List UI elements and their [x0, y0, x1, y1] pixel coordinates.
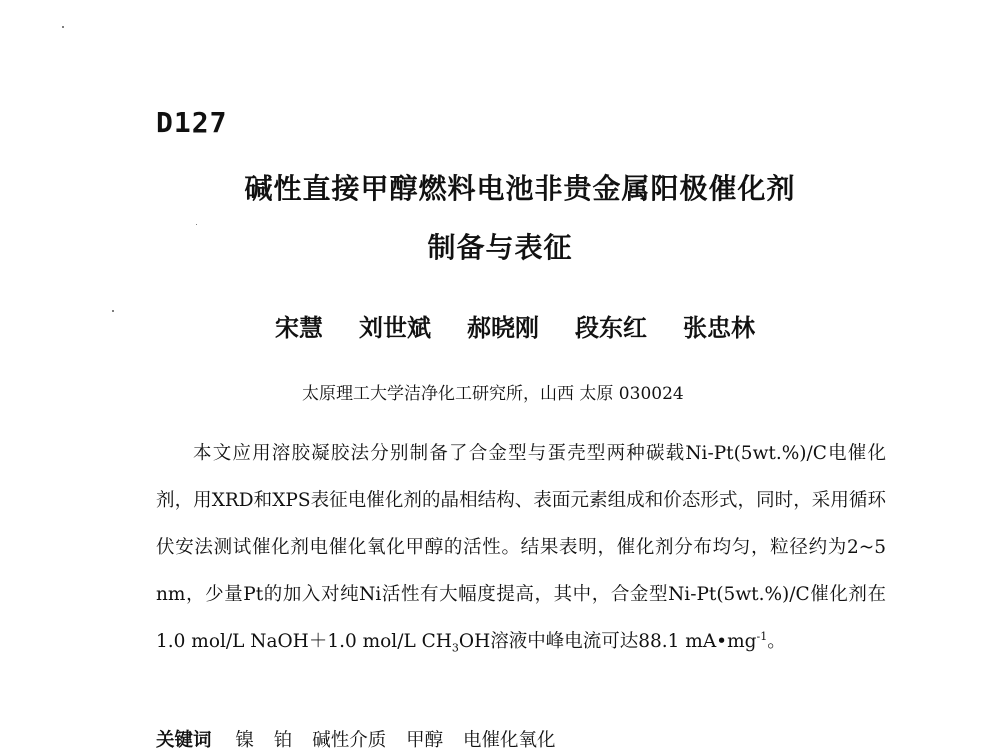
scan-speck [196, 224, 197, 225]
abstract-text: 。 [767, 631, 786, 652]
keywords-label: 关键词 [156, 730, 212, 751]
subscript: 3 [451, 641, 459, 655]
author: 段东红 [575, 314, 647, 342]
abstract-body [156, 430, 886, 665]
scan-speck [112, 310, 114, 312]
document-code: D127 [156, 106, 228, 139]
author: 宋慧 [275, 314, 323, 342]
author: 郝晓刚 [467, 314, 539, 342]
affiliation: 太原理工大学洁净化工研究所，山西 太原 030024 [302, 384, 684, 404]
paper-title-line-1: 碱性直接甲醇燃料电池非贵金属阳极催化剂 [244, 172, 796, 205]
keyword: 电催化氧化 [463, 730, 556, 751]
paper-title-line-2: 制备与表征 [427, 231, 573, 264]
author: 刘世斌 [359, 314, 431, 342]
keyword: 铂 [273, 730, 293, 751]
keyword: 碱性介质 [312, 730, 387, 751]
keywords-line [156, 726, 570, 752]
author: 张忠林 [683, 314, 755, 342]
author-list [275, 308, 755, 343]
abstract-text: OH溶液中峰电流可达88.1 mA•mg [458, 631, 757, 652]
superscript: -1 [756, 629, 768, 643]
abstract-text: 本文应用溶胶凝胶法分别制备了合金型与蛋壳型两种碳载Ni-Pt(5wt.%)/C电催化剂，用XRD和XPS表征电催化剂的晶相结构、表面元素组成和价态形式，同时，采用循环伏安法测试催化剂电催化氧化甲醇的活性。结果表明，催化剂分布均匀，粒径约为2~5 nm，少量Pt的加入对纯Ni活性有大幅度提高，其中，合金型Ni-Pt(5wt.%)/C催化剂在1.0 mol/L NaOH＋1.0 mol/L CH [156, 443, 886, 652]
keyword: 甲醇 [406, 730, 444, 751]
scan-speck [62, 26, 64, 28]
keyword: 镍 [235, 730, 254, 751]
